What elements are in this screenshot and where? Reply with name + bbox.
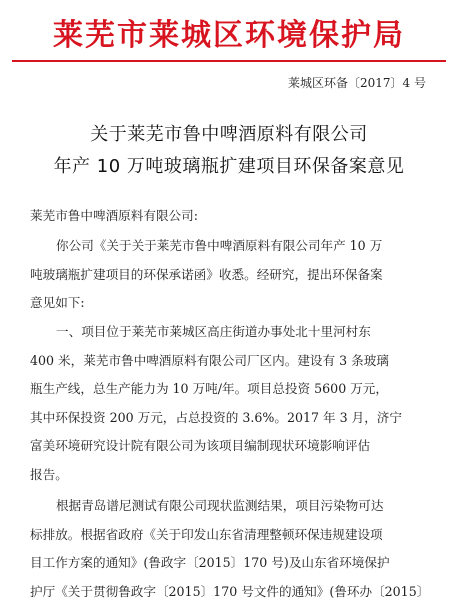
paragraph-line: 护厅《关于贯彻鲁政字〔2015〕170 号文件的通知》(鲁环办〔2015〕: [30, 583, 430, 599]
body-paragraph-3: [30, 492, 440, 606]
paragraph-line: 标排放。根据省政府《关于印发山东省清理整顿环保违规建设项: [30, 526, 383, 542]
paragraph-line: 你公司《关于关于莱芜市鲁中啤酒原料有限公司年产 10 万: [56, 238, 383, 253]
paragraph-line: 根据青岛谱尼测试有限公司现状监测结果，项目污染物可达: [56, 498, 384, 513]
recipient-line: 莱芜市鲁中啤酒原料有限公司:: [30, 208, 198, 223]
paragraph-line: 其中环保投资 200 万元，占总投资的 3.6%。2017 年 3 月，济宁: [30, 409, 402, 425]
paragraph-line: 吨玻璃瓶扩建项目的环保承诺函》收悉。经研究，提出环保备案: [30, 266, 383, 282]
document-title-line-2: 年产 10 万吨玻璃瓶扩建项目环保备案意见: [53, 156, 405, 177]
letterhead-red-rule: [12, 60, 446, 62]
letterhead-org-name: 莱芜市莱城区环境保护局: [53, 18, 405, 53]
document-number: 莱城区环备〔2017〕4 号: [288, 76, 426, 90]
paragraph-line: 富美环境研究设计院有限公司为该项目编制现状环境影响评估: [30, 438, 371, 453]
paragraph-line: 意见如下:: [30, 295, 85, 310]
paragraph-line: 400 米，莱芜市鲁中啤酒原料有限公司厂区内。建设有 3 条玻璃: [30, 352, 389, 368]
paragraph-line: 瓶生产线，总生产能力为 10 万吨/年。项目总投资 5600 万元，: [30, 381, 388, 396]
document-title-line-1: 关于莱芜市鲁中啤酒原料有限公司: [90, 124, 368, 145]
body-paragraph-2: [30, 318, 440, 489]
paragraph-line: 报告。: [30, 466, 68, 482]
paragraph-line: 一、项目位于莱芜市莱城区高庄街道办事处北十里河村东: [56, 324, 371, 339]
body-paragraph-1: [30, 232, 440, 318]
paragraph-line: 目工作方案的通知》(鲁政字〔2015〕170 号)及山东省环境保护: [30, 555, 390, 570]
